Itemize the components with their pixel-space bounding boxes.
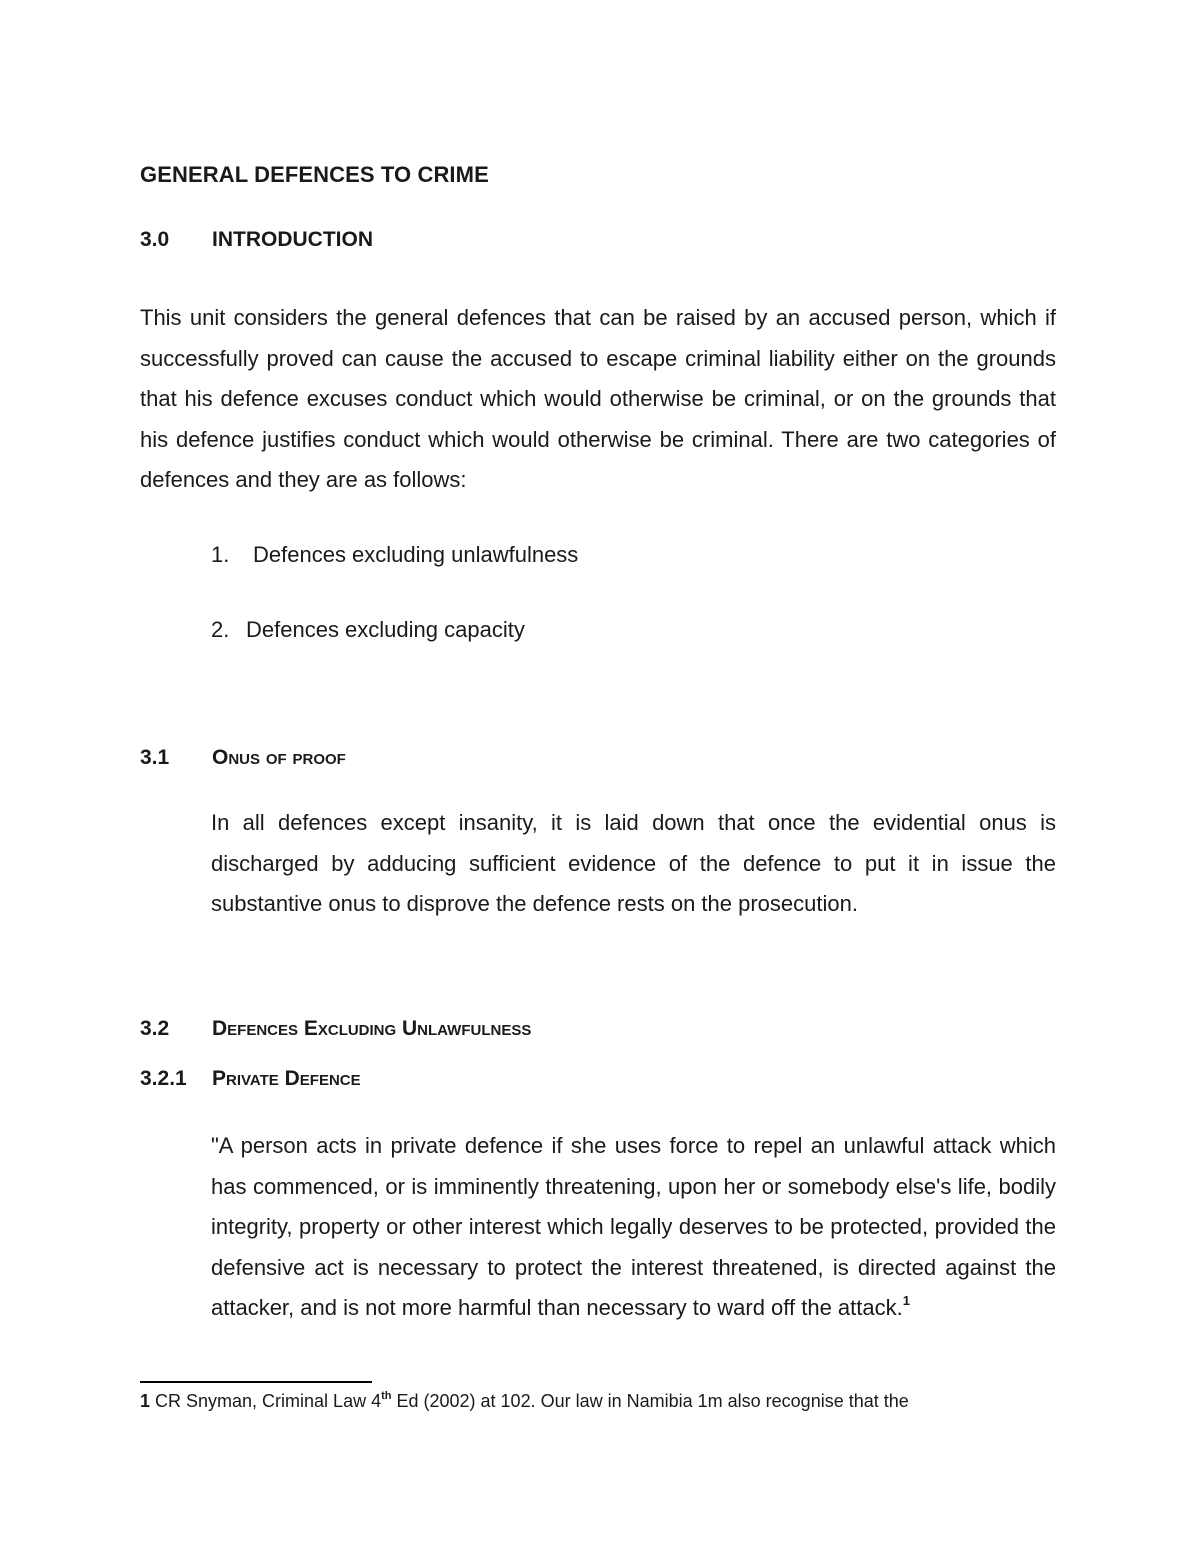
section-number: 3.1	[140, 746, 170, 769]
section-number: 3.2.1	[140, 1067, 187, 1090]
footnote-text-continued: Ed (2002) at 102. Our law in Namibia 1m also recognise that the	[391, 1391, 909, 1411]
list-item	[211, 617, 525, 643]
footnote-ordinal: th	[381, 1390, 392, 1402]
section-heading-onus-of-proof	[140, 746, 346, 770]
private-defence-paragraph	[211, 1126, 1056, 1329]
onus-paragraph: In all defences except insanity, it is laid down that once the evidential onus is discharged by adducing sufficient evidence of the defence to put it in issue the substantive onus to disprove the defence rests on the prosecution.	[211, 810, 1056, 916]
private-defence-text: "A person acts in private defence if she uses force to repel an unlawful attack which has commenced, or is imminently threatening, upon her or somebody else's life, bodily integrity, property or other interest which legally deserves to be protected, provided the defensive act is necessary to protect the interest threatened, is directed against the attacker, and is not more harmful than necessary to ward off the attack.	[211, 1133, 1056, 1320]
section-heading-introduction	[140, 228, 373, 252]
document-title: GENERAL DEFENCES TO CRIME	[140, 162, 489, 187]
section-title: Private Defence	[212, 1067, 361, 1090]
section-number: 3.2	[140, 1017, 170, 1040]
section-title: Onus of proof	[212, 746, 346, 769]
footnote-reference[interactable]: 1	[902, 1293, 910, 1308]
section-title: INTRODUCTION	[212, 228, 373, 251]
footnote-text: CR Snyman, Criminal Law 4	[150, 1391, 382, 1411]
footnote-number: 1	[140, 1391, 151, 1411]
introduction-paragraph: This unit considers the general defences that can be raised by an accused person, which if successfully proved can cause the accused to escape criminal liability either on the grounds that his defence excuses conduct which would otherwise be criminal, or on the grounds that his defence justifies conduct which would otherwise be criminal. There are two categories of defences and they are as follows:	[140, 305, 1056, 492]
list-item-text: Defences excluding unlawfulness	[253, 542, 579, 567]
section-number: 3.0	[140, 228, 170, 251]
section-heading-defences-excluding-unlawfulness	[140, 1017, 531, 1041]
list-marker: 2.	[211, 617, 230, 642]
list-marker: 1.	[211, 542, 230, 567]
list-item	[211, 542, 578, 568]
section-title: Defences Excluding Unlawfulness	[212, 1017, 532, 1040]
footnote	[140, 1391, 909, 1412]
section-heading-private-defence	[140, 1067, 361, 1091]
footnote-separator	[140, 1381, 372, 1383]
list-item-text: Defences excluding capacity	[246, 617, 525, 642]
